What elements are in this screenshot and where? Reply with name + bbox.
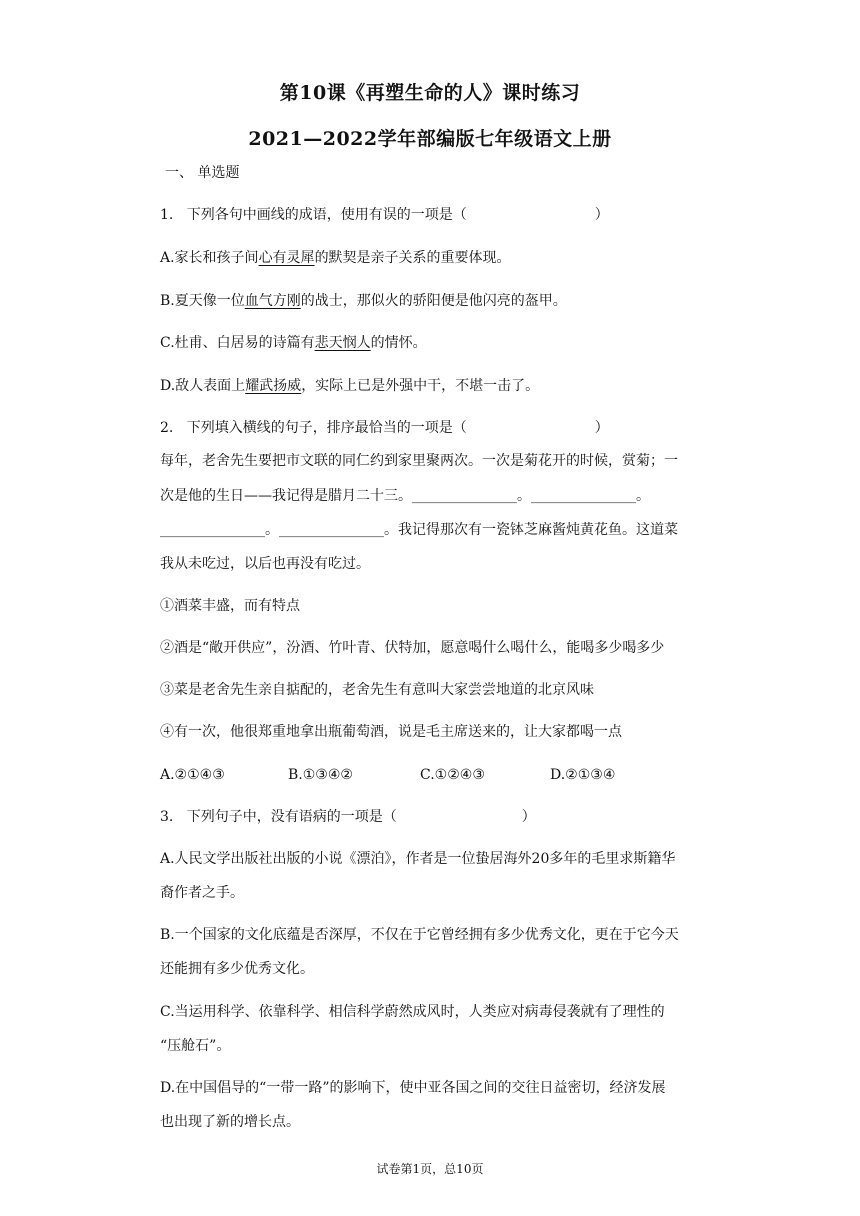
question-2-stem-close: ）: [594, 420, 609, 436]
question-1-option-b: [160, 291, 726, 311]
question-3-option-c: C.当运用科学、依靠科学、相信科学蔚然成风时，人类应对病毒侵袭就有了理性的: [160, 1004, 665, 1020]
page-title: 第10课《再塑生命的人》课时练习: [279, 82, 581, 104]
question-1-stem-text: 1. 下列各句中画线的成语，使用有误的一项是（: [160, 207, 467, 223]
option-text: ，实际上已是外强中干，不堪一击了。: [301, 378, 540, 394]
question-3-option-d-cont: 也出现了新的增长点。: [160, 1114, 300, 1130]
option-text: B.夏天像一位: [160, 293, 245, 309]
choice-a: A.②①④③: [160, 767, 225, 783]
choice-d: D.②①③④: [550, 767, 616, 783]
passage-line: _______________。_______________。我记得那次有一瓷钵芝麻酱炖黄花鱼。这道菜: [160, 522, 678, 538]
option-text: 的默契是亲子关系的重要体现。: [314, 250, 511, 266]
sentence-item: ④有一次，他很郑重地拿出瓶葡萄酒，说是毛主席送来的，让大家都喝一点: [160, 724, 622, 740]
section-heading: 一、 单选题: [165, 165, 240, 181]
question-3-option-a: A.人民文学出版社出版的小说《漂泊》，作者是一位蛰居海外20多年的毛里求斯籍华: [160, 851, 676, 867]
question-2-stem-text: 2. 下列填入横线的句子，排序最恰当的一项是（: [160, 420, 467, 436]
question-3-option-b-cont: 还能拥有多少优秀文化。: [160, 961, 314, 977]
passage-line: 我从未吃过，以后也再没有吃过。: [160, 556, 370, 572]
underlined-idiom: 心有灵犀: [258, 250, 315, 266]
question-1-option-a: [160, 248, 726, 268]
page-subtitle: 2021—2022学年部编版七年级语文上册: [248, 128, 612, 150]
question-1-stem: [160, 205, 726, 225]
question-3-stem-close: ）: [521, 809, 536, 825]
underlined-idiom: 悲天悯人: [314, 335, 371, 351]
sentence-item: ②酒是“敞开供应”，汾酒、竹叶青、伏特加，愿意喝什么喝什么，能喝多少喝多少: [160, 640, 665, 656]
question-1-option-d: [160, 376, 726, 396]
question-3-option-a-cont: 裔作者之手。: [160, 885, 244, 901]
option-text: D.敌人表面上: [160, 378, 246, 394]
question-3-option-c-cont: “压舱石”。: [160, 1038, 231, 1054]
choice-c: C.①②④③: [420, 767, 485, 783]
question-1-stem-close: ）: [594, 207, 609, 223]
option-text: C.杜甫、白居易的诗篇有: [160, 335, 315, 351]
underlined-idiom: 耀武扬威: [245, 378, 302, 394]
question-2-stem: [160, 418, 726, 438]
sentence-item: ③菜是老舍先生亲自掂配的，老舍先生有意叫大家尝尝地道的北京风味: [160, 682, 594, 698]
page-footer: 试卷第1页，总10页: [376, 1162, 484, 1176]
question-3-option-d: D.在中国倡导的“一带一路”的影响下，使中亚各国之间的交往日益密切，经济发展: [160, 1080, 666, 1096]
sentence-item: ①酒菜丰盛，而有特点: [160, 598, 300, 614]
question-1-option-c: [160, 333, 726, 353]
option-text: 的战士，那似火的骄阳便是他闪亮的盔甲。: [300, 293, 567, 309]
question-3-stem-text: 3. 下列句子中，没有语病的一项是（: [160, 809, 397, 825]
option-text: 的情怀。: [370, 335, 427, 351]
passage-line: 次是他的生日——我记得是腊月二十三。_______________。_______________。: [160, 488, 650, 504]
question-3-stem: [160, 807, 726, 827]
underlined-idiom: 血气方刚: [244, 293, 301, 309]
choice-b: B.①③④②: [288, 767, 353, 783]
question-3-option-b: B.一个国家的文化底蕴是否深厚，不仅在于它曾经拥有多少优秀文化，更在于它今天: [160, 927, 679, 943]
passage-line: 每年，老舍先生要把市文联的同仁约到家里聚两次。一次是菊花开的时候，赏菊；一: [160, 453, 678, 469]
option-text: A.家长和孩子间: [160, 250, 259, 266]
